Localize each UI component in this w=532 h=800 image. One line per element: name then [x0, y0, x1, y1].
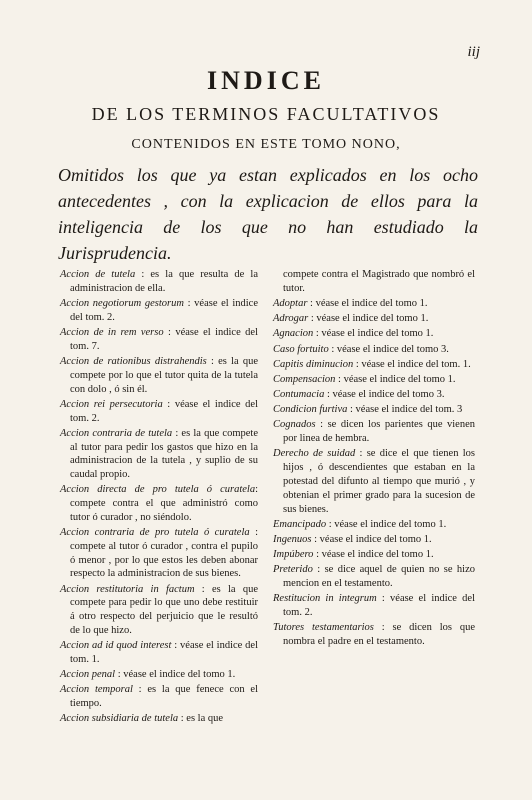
index-term: Cognados — [273, 419, 316, 431]
folio: iij — [467, 44, 480, 60]
index-definition: : véase el indice del tom. 3 — [347, 404, 463, 416]
index-entry — [273, 592, 475, 620]
index-entry — [60, 526, 258, 581]
index-term: Capitis diminucion — [273, 358, 354, 370]
index-entry — [273, 343, 475, 357]
index-entry — [60, 683, 258, 711]
page-subtitle-2: CONTENIDOS EN ESTE TOMO NONO, — [131, 137, 401, 152]
index-entry — [60, 668, 258, 682]
index-entry — [273, 327, 475, 341]
intro-paragraph: Omitidos los que ya estan explicados en los ocho antecedentes , con la explicacion de ellos para la inteligencia de los que no han estudiado la Jurisprudencia. — [58, 165, 478, 263]
index-term: Accion penal — [60, 669, 116, 681]
index-term: Ingenuos — [273, 534, 312, 546]
index-term: Condicion furtiva — [273, 404, 348, 416]
index-definition: : se dice aquel de quien no se hizo mencion en el testamento. — [283, 564, 475, 590]
index-definition: : véase el indice del tomo 3. — [328, 343, 449, 355]
index-entry — [60, 326, 258, 354]
index-definition: : véase el indice del tom. 2. — [70, 297, 259, 323]
index-term: Accion restitutoria in factum — [60, 583, 195, 595]
index-term: Impúbero — [273, 549, 314, 561]
index-definition: : es la que compete para pedir lo que uno debe restituir á otro respecto del perjuicio que le resultó de lo que hizo. — [70, 583, 258, 637]
index-definition: : véase el indice del tomo 1. — [308, 313, 429, 325]
index-entry — [273, 297, 475, 311]
index-term: Emancipado — [273, 518, 327, 530]
index-term: Accion negotiorum gestorum — [60, 297, 184, 309]
index-entry — [273, 533, 475, 547]
index-definition: : compete contra el que administró como tutor ó curador , no siéndolo. — [70, 484, 258, 523]
index-entry — [273, 447, 475, 516]
index-definition: : se dicen los parientes que vienen por linea de hembra. — [283, 419, 475, 445]
index-term: Accion directa de pro tutela ó curatela — [60, 484, 256, 496]
index-term: Accion de tutela — [60, 269, 136, 280]
index-term: Tutores testamentarios — [273, 622, 374, 634]
index-entry — [273, 621, 475, 649]
index-definition: : véase el indice del tom. 2. — [283, 593, 475, 619]
index-definition: compete contra el Magistrado que nombró el tutor. — [283, 269, 475, 294]
index-entry — [60, 355, 258, 396]
index-entry — [60, 483, 258, 524]
index-definition: : es la que compete al tutor para pedir los gastos que hizo en la administracion de la tutela , y suplio de su caudal propio. — [70, 427, 258, 481]
left-column — [60, 268, 258, 728]
index-definition: : véase el indice del tom. 1. — [70, 640, 259, 666]
index-definition: : véase el indice del tomo 1. — [313, 549, 434, 561]
index-entry — [273, 268, 475, 296]
index-entry — [60, 712, 258, 726]
index-entry — [273, 373, 475, 387]
index-entry — [273, 358, 475, 372]
index-term: Accion rei persecutoria — [60, 398, 163, 410]
index-term: Agnacion — [273, 328, 314, 340]
index-term: Adrogar — [273, 313, 309, 325]
index-definition: : véase el indice del tom. 7. — [70, 326, 258, 352]
index-term: Accion contraria de pro tutela ó curatela — [60, 527, 250, 539]
index-definition: : véase el indice del tomo 1. — [326, 518, 447, 530]
index-term: Accion contraria de tutela — [60, 427, 173, 439]
index-definition: : véase el indice del tomo 1. — [311, 534, 432, 546]
index-term: Preterido — [273, 564, 313, 576]
index-term: Accion de rationibus distrahendis — [60, 355, 207, 367]
index-entry — [60, 427, 258, 482]
index-definition: : es la que — [178, 713, 224, 725]
index-definition: : véase el indice del tomo 3. — [324, 389, 445, 401]
index-entry — [273, 563, 475, 591]
index-definition: : véase el indice del tomo 1. — [335, 373, 456, 385]
index-entry — [60, 268, 258, 296]
index-definition: : es la que resulta de la administracion de ella. — [70, 269, 258, 294]
index-definition: : es la que fenece con el tiempo. — [70, 684, 258, 710]
index-entry — [273, 548, 475, 562]
index-entry — [60, 583, 258, 638]
index-term: Accion ad id quod interest — [60, 640, 172, 652]
index-term: Derecho de suidad — [273, 448, 356, 460]
index-entry — [273, 418, 475, 446]
index-definition: : es la que compete por lo que el tutor quita de la tutela con dolo , ó sin él. — [70, 355, 258, 395]
index-term: Accion subsidiaria de tutela — [60, 713, 179, 725]
index-entry — [273, 388, 475, 402]
index-entry — [273, 312, 475, 326]
index-term: Adoptar — [273, 297, 308, 309]
index-entry — [60, 297, 258, 325]
index-definition: : véase el indice del tom. 1. — [353, 358, 471, 370]
index-entry — [60, 398, 258, 426]
index-term: Accion de in rem verso — [60, 326, 164, 338]
page-subtitle: DE LOS TERMINOS FACULTATIVOS — [91, 104, 441, 124]
index-term: Contumacia — [273, 389, 325, 401]
index-term: Restitucion in integrum — [273, 593, 377, 605]
index-definition: : se dicen los que nombra el padre en el testamento. — [283, 622, 475, 648]
index-term: Accion temporal — [60, 684, 133, 696]
index-definition: : véase el indice del tomo 1. — [313, 328, 434, 340]
index-entry — [273, 518, 475, 532]
index-definition: : véase el indice del tomo 1. — [307, 297, 428, 309]
index-term: Caso fortuito — [273, 343, 329, 355]
index-definition: : compete al tutor ó curador , contra el pupilo ó menor , por lo que estos les deben abonar respecto la administracion de sus bienes. — [70, 527, 258, 580]
index-definition: : véase el indice del tom. 2. — [70, 398, 258, 424]
right-column — [273, 268, 475, 650]
index-entry — [273, 403, 475, 417]
index-definition: : véase el indice del tomo 1. — [115, 669, 236, 681]
page-title: INDICE — [207, 66, 325, 95]
index-definition: : se dice el que tienen los hijos , ó descendientes que estaban en la potestad del difunto al tiempo que murió , y obtenian el primer grado para la sucesion de sus bienes. — [283, 448, 475, 515]
index-entry — [60, 639, 258, 667]
index-term: Compensacion — [273, 373, 336, 385]
